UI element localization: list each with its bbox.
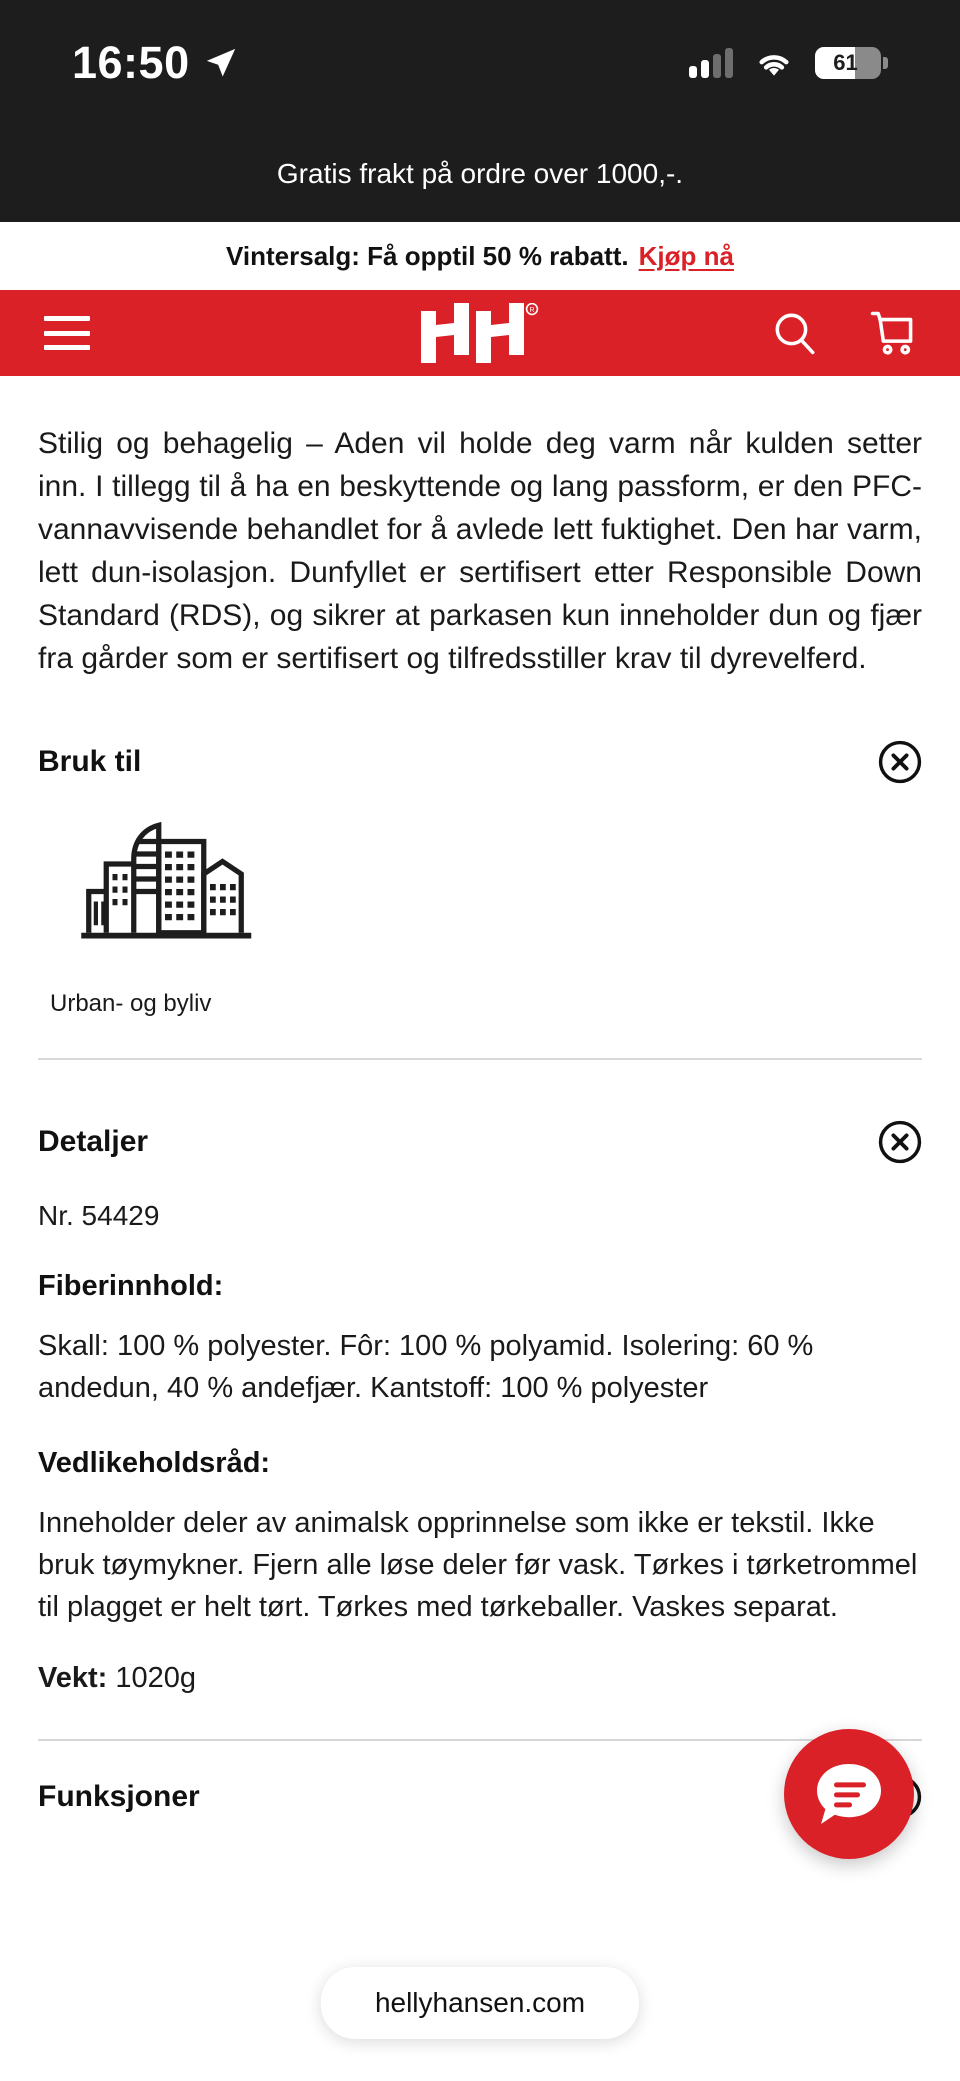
url-text: hellyhansen.com bbox=[374, 1987, 586, 2018]
usage-label: Urban- og byliv bbox=[50, 990, 212, 1017]
section-header-detaljer[interactable] bbox=[38, 1120, 922, 1164]
shop-now-link[interactable]: Kjøp nå bbox=[638, 240, 734, 271]
status-bar-left bbox=[72, 37, 238, 89]
circle-x-collapse-icon[interactable] bbox=[878, 1120, 922, 1164]
shipping-promo-banner bbox=[0, 125, 960, 222]
city-buildings-icon bbox=[76, 814, 264, 964]
battery-icon bbox=[815, 47, 888, 79]
fiber-content-body: Skall: 100 % polyester. Fôr: 100 % polyamid. Isolering: 60 % andedun, 40 % andefjær. Kantstoff: 100 % polyester bbox=[38, 1330, 814, 1404]
weight-value: 1020g bbox=[115, 1662, 197, 1694]
care-instructions-heading: Vedlikeholdsråd: bbox=[38, 1447, 271, 1479]
sale-text: Vintersalg: Få opptil 50 % rabatt. bbox=[226, 240, 629, 271]
shopping-cart-icon[interactable] bbox=[868, 310, 916, 356]
section-divider bbox=[38, 1739, 922, 1741]
shipping-promo-text: Gratis frakt på ordre over 1000,-. bbox=[276, 157, 684, 189]
hh-logo-mark bbox=[421, 303, 539, 363]
section-title: Detaljer bbox=[38, 1125, 149, 1158]
hamburger-menu-icon[interactable] bbox=[44, 316, 90, 350]
details-body bbox=[38, 1164, 922, 1695]
care-instructions-body: Inneholder deler av animalsk opprinnelse som ikke er tekstil. Ikke bruk tøymykner. Fjern alle løse deler før vask. Tørkes i tørketrommel til plagget er helt tørt. Tørkes med tørkeballer. Vaskes separat. bbox=[38, 1507, 918, 1623]
chat-bubble-icon bbox=[813, 1759, 885, 1829]
battery-percent: 61 bbox=[833, 49, 858, 75]
circle-x-collapse-icon[interactable] bbox=[878, 740, 922, 784]
section-title: Funksjoner bbox=[38, 1780, 200, 1813]
section-title: Bruk til bbox=[38, 745, 142, 778]
chat-support-button[interactable] bbox=[784, 1729, 914, 1859]
status-bar bbox=[0, 0, 960, 125]
search-icon[interactable] bbox=[772, 310, 818, 356]
clock-time: 16:50 bbox=[72, 36, 190, 88]
url-bar-pill[interactable] bbox=[321, 1967, 639, 2039]
header-actions bbox=[772, 310, 916, 356]
section-divider bbox=[38, 1058, 922, 1060]
fiber-content-heading: Fiberinnhold: bbox=[38, 1270, 224, 1302]
product-description: Stilig og behagelig – Aden vil holde deg varm når kulden setter inn. I tillegg til å ha en beskyttende og lang passform, er den PFC-vannavvisende behandlet for å avlede lett fuktighet. Den har varm, lett dun-isolasjon. Dunfyllet er sertifisert etter Responsible Down Standard (RDS), og sikrer at parkasen kun inneholder dun og fjær fra gårder som er sertifisert og tilfredsstiller krav til dyrevelferd. bbox=[38, 427, 922, 675]
product-content bbox=[0, 422, 960, 1819]
section-header-bruk-til[interactable] bbox=[38, 740, 922, 784]
wifi-icon bbox=[755, 48, 793, 78]
location-arrow-icon bbox=[204, 46, 238, 80]
cellular-signal-icon bbox=[689, 48, 733, 78]
weight-row bbox=[38, 1662, 922, 1695]
article-number: Nr. 54429 bbox=[38, 1200, 160, 1231]
svg-text:R: R bbox=[529, 307, 535, 315]
helly-hansen-logo[interactable] bbox=[421, 303, 539, 363]
sale-announcement-bar bbox=[0, 222, 960, 290]
usage-block bbox=[38, 784, 922, 1018]
status-bar-right bbox=[689, 47, 888, 79]
weight-label: Vekt: bbox=[38, 1662, 108, 1694]
site-header bbox=[0, 290, 960, 376]
